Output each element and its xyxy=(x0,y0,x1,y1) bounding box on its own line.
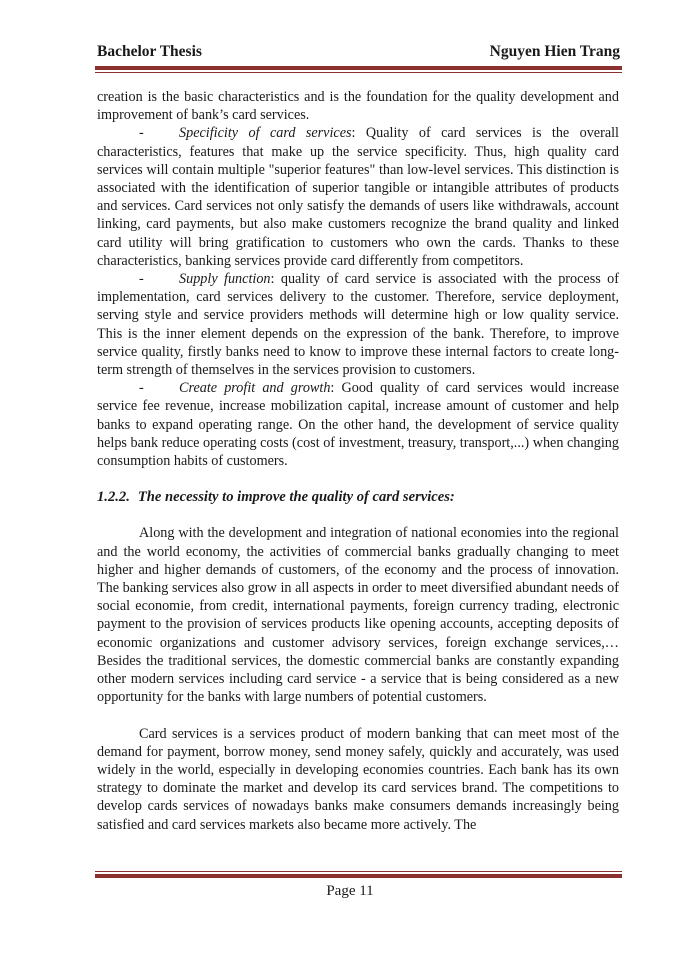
paragraph-gap xyxy=(97,707,619,725)
bullet-text: : quality of card service is associated with the process of implementation, card services delivery to the customer. Therefore, service deployment, serving style and service providers methods will determine high or low quality service. This is the inner element depends on the expression of the bank. Therefore, to improve service quality, firstly banks need to know to improve these internal factors to create long-term strength of themselves in the services provision to customers. xyxy=(97,271,619,379)
footer-rule-thin xyxy=(95,871,622,872)
page-header xyxy=(97,43,620,65)
bullet-marker: - xyxy=(139,271,144,288)
paragraph-continuation: creation is the basic characteristics and is the foundation for the quality development and improvement of bank’s card services. xyxy=(97,89,619,124)
paragraph-card-services: Card services is a services product of modern banking that can meet most of the demand for payment, borrow money, send money safely, quickly and accurately, was used widely in the world, especially in developing economies countries. Each bank has its own strategy to dominate the market and develop its card services brand. The competitions to develop cards services of nowadays banks make consumers demands increasingly being satisfied and card services markets also became more actively. The xyxy=(97,725,619,833)
bullet-title: Specificity of card services xyxy=(179,125,352,142)
bullet-profit-growth xyxy=(97,379,619,470)
page-body xyxy=(97,88,619,834)
header-rule-thick xyxy=(95,66,622,70)
page-number: Page 11 xyxy=(326,883,374,899)
bullet-text: : Good quality of card services would increase service fee revenue, increase mobilization capital, increase amount of customer and help banks to expand operating range. On the other hand, the development of service quality helps bank reduce operating costs (cost of investment, treasury, transport,...) when changing consumption habits of customers. xyxy=(97,380,619,470)
section-number: 1.2.2. xyxy=(97,489,130,506)
bullet-marker: - xyxy=(139,380,144,397)
bullet-marker: - xyxy=(139,125,144,142)
header-author: Nguyen Hien Trang xyxy=(489,43,620,60)
bullet-title: Supply function xyxy=(179,271,271,288)
bullet-specificity xyxy=(97,124,619,270)
bullet-text: : Quality of card services is the overall characteristics, features that make up the service specificity. Thus, high quality card services will contain multiple "superior features" than low-level services. This distinction is associated with the identification of superior tangible or intangible attributes of products and services. Card services not only satisfy the demands of users like withdrawals, account linking, card payments, but also make customers recognize the brand quality and linked card utility will bring gratification to customers who own the cards. Thanks to these characteristics, banking services provide card differently from competitors. xyxy=(97,125,620,269)
header-thesis-type: Bachelor Thesis xyxy=(97,43,202,60)
footer-rule-thick xyxy=(95,874,622,878)
bullet-title: Create profit and growth xyxy=(179,380,331,397)
header-rule-thin xyxy=(95,72,622,73)
bullet-supply-function xyxy=(97,270,619,379)
section-title: The necessity to improve the quality of card services: xyxy=(137,489,455,506)
paragraph-development: Along with the development and integration of national economies into the regional and the world economy, the activities of commercial banks gradually changing to meet higher and higher demands of customers, of the economy and the process of innovation. The banking services also grow in all aspects in order to meet diversified abundant needs of social economie, from credit, international payments, foreign currency trading, electronic payment to the provision of services products like opening accounts, accepting deposits of economic organizations and customer advisory services, foreign exchange services,… Besides the traditional services, the domestic commercial banks are constantly expanding other modern services including card service - a service that is being considered as a new opportunity for the banks with large numbers of potential customers. xyxy=(97,525,619,706)
page-footer xyxy=(0,883,700,900)
section-heading xyxy=(97,488,619,506)
